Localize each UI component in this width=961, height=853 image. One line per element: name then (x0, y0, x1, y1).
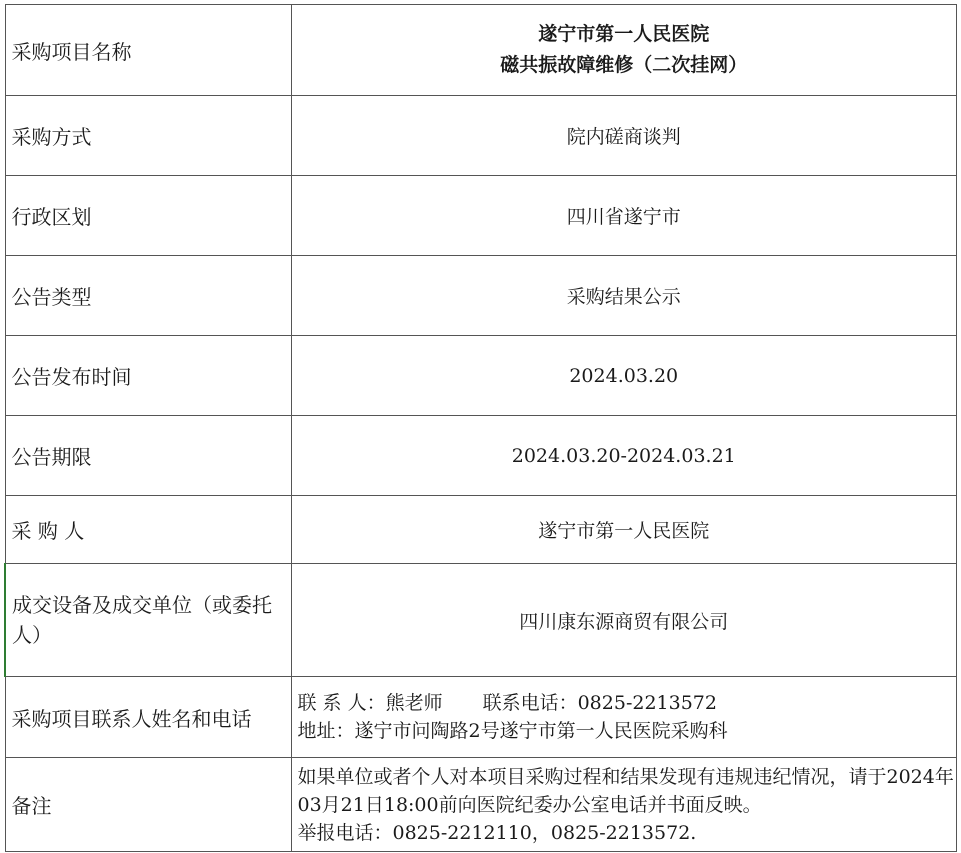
label-winner: 成交设备及成交单位（或委托人） (5, 564, 291, 677)
value-period: 2024.03.20-2024.03.21 (291, 416, 957, 496)
value-contact (291, 677, 957, 758)
label-contact: 采购项目联系人姓名和电话 (5, 677, 291, 758)
row-purchaser (5, 496, 957, 564)
label-region: 行政区划 (5, 176, 291, 256)
label-remarks: 备注 (5, 758, 291, 852)
remarks-report-phone: 举报电话：0825-2212110，0825-2213572. (297, 821, 697, 844)
contact-address: 地址：遂宁市问陶路2号遂宁市第一人民医院采购科 (297, 720, 728, 742)
value-remarks (291, 758, 957, 852)
row-notice-type (5, 256, 957, 336)
value-purchaser: 遂宁市第一人民医院 (291, 496, 957, 564)
label-publish-time: 公告发布时间 (5, 336, 291, 416)
row-winner (5, 564, 957, 677)
value-method: 院内磋商谈判 (291, 96, 957, 176)
project-name-line2: 磁共振故障维修（二次挂网） (500, 54, 748, 76)
row-contact (5, 677, 957, 758)
label-project-name: 采购项目名称 (5, 5, 291, 96)
value-notice-type: 采购结果公示 (291, 256, 957, 336)
row-period (5, 416, 957, 496)
row-remarks (5, 758, 957, 852)
contact-person: 联 系 人：熊老师 (297, 692, 443, 714)
label-notice-type: 公告类型 (5, 256, 291, 336)
value-project-name (291, 5, 957, 96)
value-winner: 四川康东源商贸有限公司 (291, 564, 957, 677)
label-purchaser: 采 购 人 (5, 496, 291, 564)
label-method: 采购方式 (5, 96, 291, 176)
row-publish-time (5, 336, 957, 416)
contact-line1 (298, 689, 957, 717)
remarks-text: 如果单位或者个人对本项目采购过程和结果发现有违规违纪情况，请于2024年03月21日18:00前向医院纪委办公室电话并书面反映。 (297, 765, 954, 816)
row-region (5, 176, 957, 256)
procurement-notice-table (4, 4, 957, 852)
project-name-line1: 遂宁市第一人民医院 (538, 23, 710, 45)
label-period: 公告期限 (5, 416, 291, 496)
value-publish-time: 2024.03.20 (291, 336, 957, 416)
row-project-name (5, 5, 957, 96)
row-method (5, 96, 957, 176)
value-region: 四川省遂宁市 (291, 176, 957, 256)
contact-phone: 联系电话：0825-2213572 (482, 692, 717, 714)
